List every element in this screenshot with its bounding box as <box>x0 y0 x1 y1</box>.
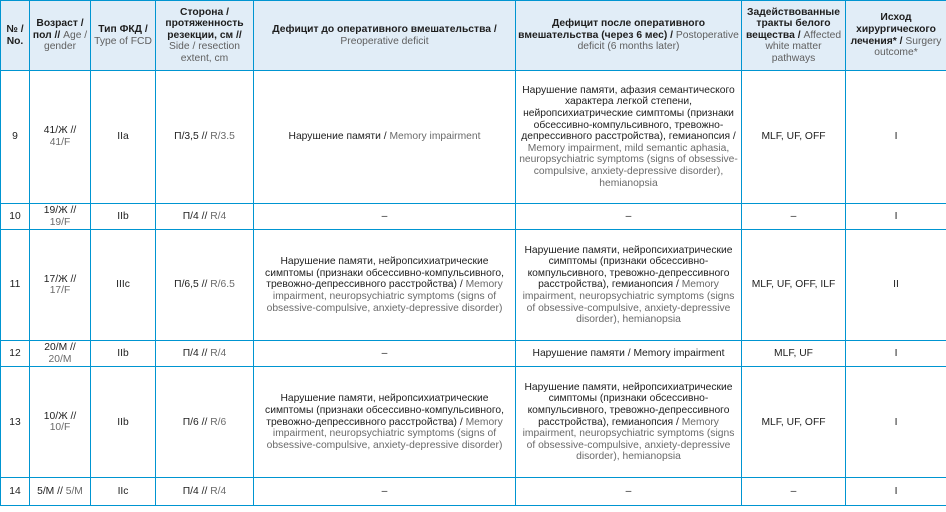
cell-fcd-type: IIa <box>91 71 156 204</box>
cell-age-gender: 19/Ж // 19/F <box>30 204 91 230</box>
cell-postoperative-deficit: Нарушение памяти / Memory impairment <box>516 341 742 367</box>
cell-white-matter-tracts: MLF, UF, OFF <box>742 367 846 478</box>
cell-fcd-type: IIb <box>91 367 156 478</box>
cell-number: 11 <box>1 230 30 341</box>
cell-surgery-outcome: I <box>846 71 946 204</box>
table-header <box>1 1 946 71</box>
header-row <box>1 1 946 71</box>
cell-surgery-outcome: I <box>846 341 946 367</box>
cell-white-matter-tracts: MLF, UF, OFF, ILF <box>742 230 846 341</box>
cell-side-resection: П/6 // R/6 <box>156 367 254 478</box>
cell-preoperative-deficit: Нарушение памяти / Memory impairment <box>254 71 516 204</box>
table-row <box>1 71 946 204</box>
table-row <box>1 230 946 341</box>
cell-surgery-outcome: II <box>846 230 946 341</box>
cell-age-gender: 17/Ж // 17/F <box>30 230 91 341</box>
table-body <box>1 71 946 506</box>
cell-age-gender: 10/Ж // 10/F <box>30 367 91 478</box>
cell-surgery-outcome: I <box>846 204 946 230</box>
cell-number: 9 <box>1 71 30 204</box>
cell-postoperative-deficit: – <box>516 478 742 506</box>
header-postoperative-deficit: Дефицит после оперативного вмешательства (через 6 мес) / Postoperative deficit (6 months later) <box>516 1 742 71</box>
cell-number: 10 <box>1 204 30 230</box>
header-surgery-outcome: Исход хирургического лечения* / Surgery outcome* <box>846 1 946 71</box>
cell-postoperative-deficit: Нарушение памяти, афазия семантического характера легкой степени, нейропсихиатрические симптомы (признаки обсессивно-компульсивного, тревожно-депрессивного расстройства), гемианопсия / Memory impairment, mild semantic aphasia, neuropsychiatric symptoms (signs of obsessive-compulsive, anxiety-depressive disorder), hemianopsia <box>516 71 742 204</box>
cell-preoperative-deficit: Нарушение памяти, нейропсихиатрические симптомы (признаки обсессивно-компульсивного, тревожно-депрессивного расстройства) / Memory impairment, neuropsychiatric symptoms (signs of obsessive-compulsive, anxiety-depressive disorder) <box>254 230 516 341</box>
table-row <box>1 478 946 506</box>
header-age-gender: Возраст / пол // Age / gender <box>30 1 91 71</box>
cell-postoperative-deficit: – <box>516 204 742 230</box>
cell-surgery-outcome: I <box>846 478 946 506</box>
cell-number: 13 <box>1 367 30 478</box>
cell-age-gender: 41/Ж // 41/F <box>30 71 91 204</box>
cell-age-gender: 5/М // 5/M <box>30 478 91 506</box>
cell-side-resection: П/3,5 // R/3.5 <box>156 71 254 204</box>
cell-side-resection: П/4 // R/4 <box>156 204 254 230</box>
header-fcd-type: Тип ФКД / Type of FCD <box>91 1 156 71</box>
cell-preoperative-deficit: – <box>254 478 516 506</box>
header-number: № / No. <box>1 1 30 71</box>
header-preoperative-deficit: Дефицит до оперативного вмешательства / Preoperative deficit <box>254 1 516 71</box>
cell-white-matter-tracts: – <box>742 478 846 506</box>
cell-fcd-type: IIIc <box>91 230 156 341</box>
cell-age-gender: 20/М // 20/M <box>30 341 91 367</box>
cell-side-resection: П/4 // R/4 <box>156 478 254 506</box>
table-row <box>1 367 946 478</box>
cell-fcd-type: IIb <box>91 204 156 230</box>
cell-preoperative-deficit: – <box>254 204 516 230</box>
cell-side-resection: П/6,5 // R/6.5 <box>156 230 254 341</box>
cell-postoperative-deficit: Нарушение памяти, нейропсихиатрические симптомы (признаки обсессивно-компульсивного, тревожно-депрессивного расстройства), гемианопсия / Memory impairment, neuropsychiatric symptoms (signs of obsessive-compulsive, anxiety-depressive disorder), hemianopsia <box>516 230 742 341</box>
cell-postoperative-deficit: Нарушение памяти, нейропсихиатрические симптомы (признаки обсессивно-компульсивного, тревожно-депрессивного расстройства), гемианопсия / Memory impairment, neuropsychiatric symptoms (signs of obsessive-compulsive, anxiety-depressive disorder), hemianopsia <box>516 367 742 478</box>
table-row <box>1 204 946 230</box>
cell-number: 12 <box>1 341 30 367</box>
cell-preoperative-deficit: Нарушение памяти, нейропсихиатрические симптомы (признаки обсессивно-компульсивного, тревожно-депрессивного расстройства) / Memory impairment, neuropsychiatric symptoms (signs of obsessive-compulsive, anxiety-depressive disorder) <box>254 367 516 478</box>
cell-number: 14 <box>1 478 30 506</box>
cell-surgery-outcome: I <box>846 367 946 478</box>
cell-white-matter-tracts: MLF, UF <box>742 341 846 367</box>
cell-preoperative-deficit: – <box>254 341 516 367</box>
header-side-resection: Сторона / протяженность резекции, см // Side / resection extent, cm <box>156 1 254 71</box>
cell-white-matter-tracts: – <box>742 204 846 230</box>
cell-white-matter-tracts: MLF, UF, OFF <box>742 71 846 204</box>
header-white-matter-tracts: Задействованные тракты белого вещества / Affected white matter pathways <box>742 1 846 71</box>
table-row <box>1 341 946 367</box>
cell-fcd-type: IIb <box>91 341 156 367</box>
cell-fcd-type: IIc <box>91 478 156 506</box>
cell-side-resection: П/4 // R/4 <box>156 341 254 367</box>
